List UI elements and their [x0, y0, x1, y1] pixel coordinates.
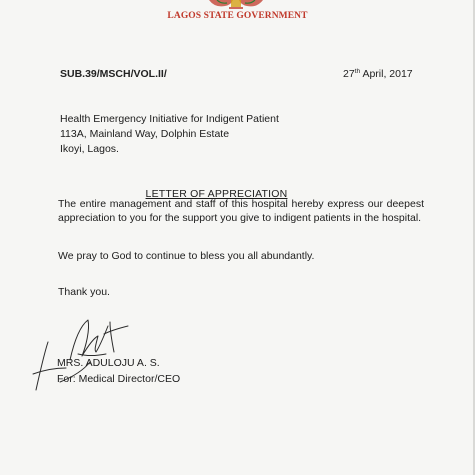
- letterhead-issuer: LAGOS STATE GOVERNMENT: [167, 11, 308, 21]
- letter-date: [343, 68, 413, 80]
- state-crest-icon: [205, 0, 267, 10]
- closing-line: Thank you.: [58, 286, 110, 298]
- signatory-title: For: Medical Director/CEO: [57, 373, 181, 385]
- recipient-line-1: Health Emergency Initiative for Indigent Patient: [60, 113, 279, 125]
- recipient-line-3: Ikoyi, Lagos.: [60, 143, 119, 155]
- signatory-name: MRS. ADULOJU A. S.: [57, 357, 160, 369]
- body-paragraph-2: We pray to God to continue to bless you all abundantly.: [58, 250, 315, 262]
- recipient-address: [60, 112, 279, 157]
- subject-heading: LETTER OF APPRECIATION: [145, 188, 288, 200]
- recipient-line-2: 113A, Mainland Way, Dolphin Estate: [60, 128, 230, 140]
- date-suffix: th: [354, 68, 361, 75]
- date-month-year: April, 2017: [360, 68, 413, 80]
- date-day: 27: [343, 68, 355, 80]
- reference-number: SUB.39/MSCH/VOL.II/: [60, 68, 167, 80]
- body-paragraph-1: The entire management and staff of this hospital hereby express our deepest appreciation to you for the support you give to indigent patients in the hospital.: [58, 198, 424, 224]
